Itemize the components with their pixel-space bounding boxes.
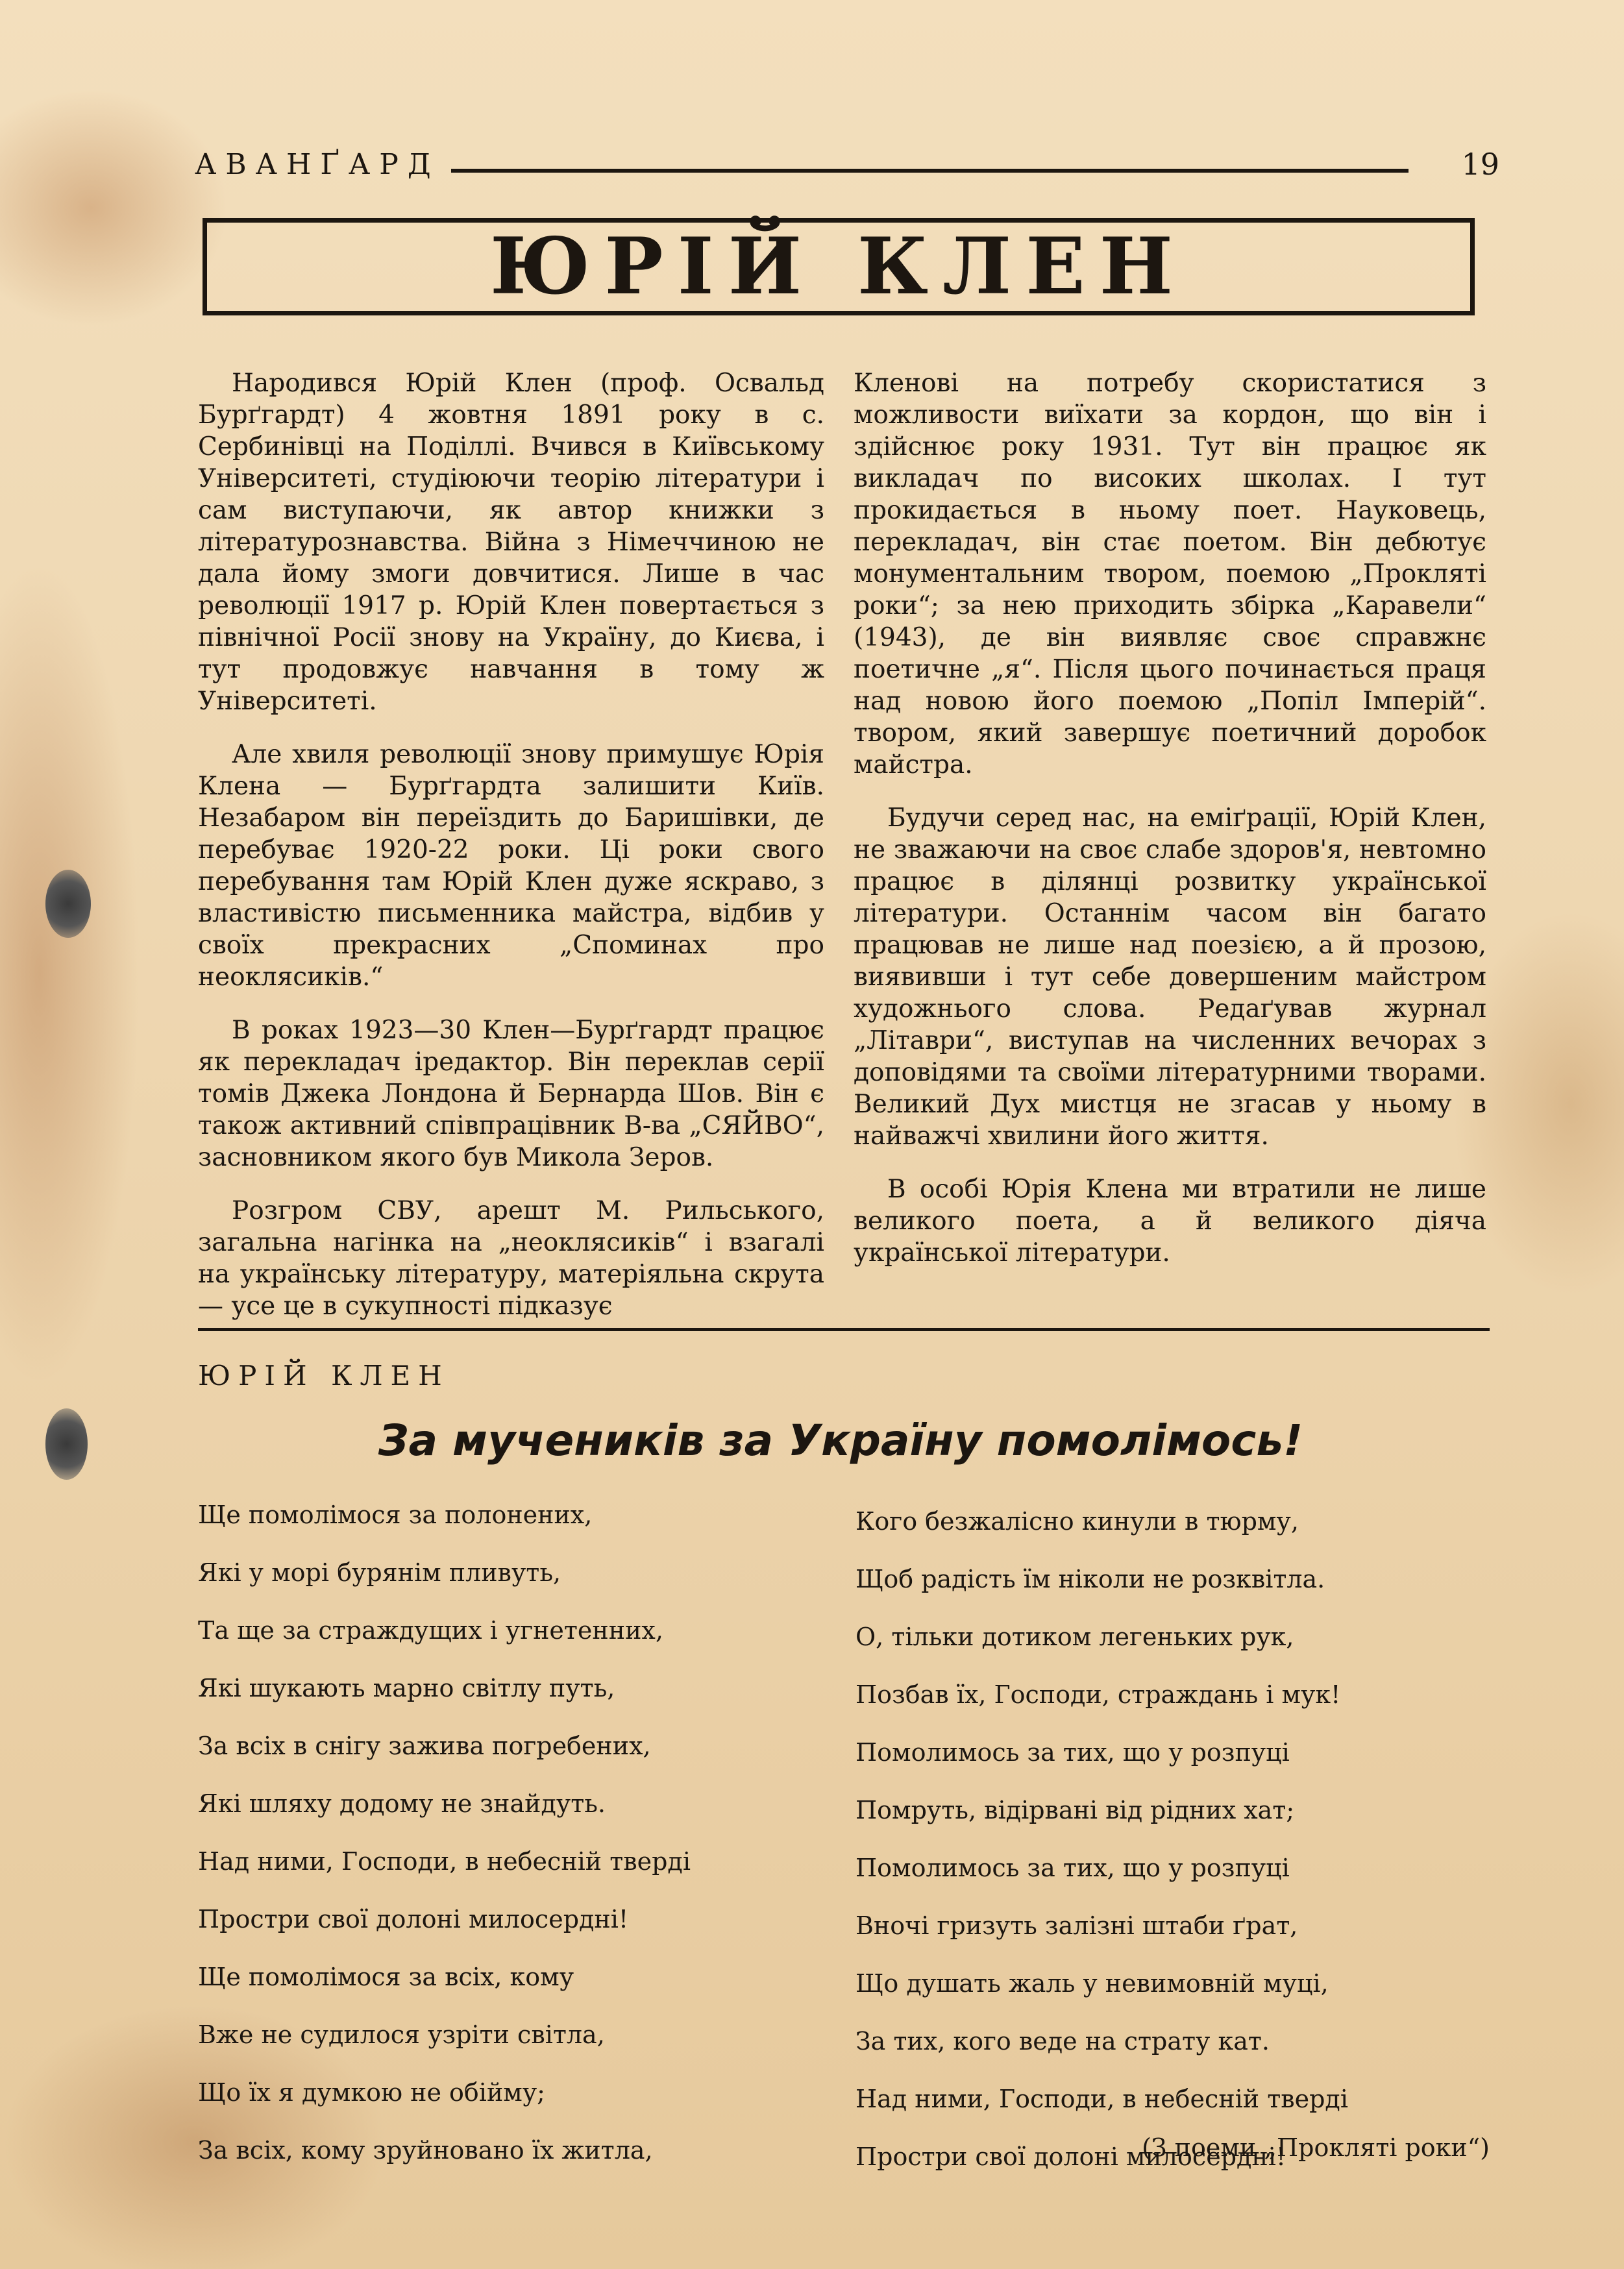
paragraph: Кленові на потребу скористатися з можливости виїхати за кордон, що він і здійснює року 1931. Тут він працює як викладач по високих школах. І тут прокидається в ньому поет. Науковець, перекладач, він стає поетом. Він дебютує монументальним твором, поемою „Прокляті роки“; за нею приходить збірка „Каравели“ (1943), де він виявляє своє справжнє поетичне „я“. Після цього починається праця над новою його поемою „Попіл Імперій“. твором, який завершує поетичний доробок майстра.	[854, 369, 1486, 779]
title-box	[203, 218, 1475, 315]
poem-line: О, тільки дотиком легеньких рук,	[855, 1623, 1294, 1651]
section-divider	[198, 1328, 1490, 1331]
paragraph: В роках 1923—30 Клен—Бурґгардт працює як перекладач іредактор. Він переклав серії томів Джека Лондона й Бернарда Шов. Він є також активний співпрацівник В-ва „СЯЙВО“, засновником якого був Микола Зеров.	[198, 1016, 824, 1172]
paragraph: В особі Юрія Клена ми втратили не лише великого поета, а й великого діяча української літератури.	[854, 1175, 1486, 1268]
poem-line: Щоб радість їм ніколи не розквітла.	[855, 1565, 1325, 1593]
poem-line: Над ними, Господи, в небесній тверді	[198, 1847, 691, 1876]
paragraph: Будучи серед нас, на еміґрації, Юрій Клен, не зважаючи на своє слабе здоров'я, невтомно працює в ділянці розвитку української літератури. Останнім часом він багато працював не лише над поезією, а й прозою, виявивши і тут себе довершеним майстром художнього слова. Редаґував журнал „Літаври“, виступав на численних вечорах з доповідями та своїми літературними творами. Великий Дух мистця не згасав у ньому в найважчі хвилини його життя.	[854, 803, 1486, 1151]
poem-line: Ще помолімося за всіх, кому	[198, 1963, 574, 1991]
poem-line: Що їх я думкою не обійму;	[198, 2078, 545, 2107]
page-header	[195, 143, 1499, 188]
poem-line: Які у морі бурянім пливуть,	[198, 1558, 561, 1587]
poem-line: Над ними, Господи, в небесній тверді	[855, 2085, 1348, 2113]
poem-line: Що душать жаль у невимовній муці,	[855, 1969, 1329, 1998]
ink-stain	[45, 1408, 88, 1480]
poem-line: Простри свої долоні милосердні!	[198, 1905, 629, 1933]
masthead: АВАНҐАРД	[195, 148, 440, 181]
poem-line: Помолимось за тих, що у розпуці	[855, 1854, 1290, 1882]
article-column-left	[198, 367, 824, 1343]
poem-line: Які шляху додому не знайдуть.	[198, 1789, 606, 1818]
poem-line: За всіх в снігу зажива погребених,	[198, 1732, 651, 1760]
poem-line: Та ще за страждущих і угнетенних,	[198, 1616, 663, 1645]
poem-line: За тих, кого веде на страту кат.	[855, 2027, 1270, 2055]
poem-author: ЮРІЙ КЛЕН	[198, 1360, 450, 1392]
poem-column-right	[855, 1506, 1492, 2199]
poem-line: Позбав їх, Господи, страждань і мук!	[855, 1680, 1341, 1709]
poem-source: (З поеми „Прокляті роки“)	[1142, 2133, 1490, 2162]
poem-line: Помруть, відірвані від рідних хат;	[855, 1796, 1295, 1824]
paragraph: Але хвиля революції знову примушує Юрія Клена — Бурґгардта залишити Київ. Незабаром він переїздить до Баришівки, де перебуває 1920-22 роки. Ці роки свого перебування там Юрій Клен дуже яскраво, з властивістю письменника майстра, відбив у своїх прекрасних „Споминах про неоклясиків.“	[198, 740, 824, 992]
poem-line: Вночі гризуть залізні штаби ґрат,	[855, 1911, 1298, 1940]
article-column-right	[854, 367, 1486, 1290]
poem-title: За мучеників за Україну помолімось!	[378, 1416, 1303, 1466]
article-title: ЮРІЙ КЛЕН	[489, 221, 1188, 312]
header-rule	[451, 169, 1409, 173]
poem-line: Кого безжалісно кинули в тюрму,	[855, 1507, 1299, 1536]
paragraph: Народився Юрій Клен (проф. Освальд Бурґгардт) 4 жовтня 1891 року в с. Сербинівці на Поділлі. Вчився в Київському Університеті, студіюючи теорію літератури і сам виступаючи, як автор книжки з літературознавства. Війна з Німеччиною не дала йому змоги довчитися. Лише в час революції 1917 р. Юрій Клен повертається з північної Росії знову на Україну, до Києва, і тут продовжує навчання в тому ж Університеті.	[198, 369, 824, 716]
poem-line: Які шукають марно світлу путь,	[198, 1674, 615, 1702]
page-number: 19	[1461, 147, 1499, 182]
poem-line: За всіх, кому зруйновано їх житла,	[198, 2136, 653, 2165]
ink-stain	[45, 870, 91, 938]
poem-line: Вже не судилося узріти світла,	[198, 2020, 605, 2049]
poem-column-left	[198, 1499, 847, 2192]
poem-line: Ще помолімося за полонених,	[198, 1501, 593, 1529]
paragraph: Розгром СВУ, арешт М. Рильського, загальна нагінка на „неоклясиків“ і взагалі на українську літературу, матеріяльна скрута — усе це в сукупності підказує	[198, 1196, 824, 1321]
poem-line: Помолимось за тих, що у розпуці	[855, 1738, 1290, 1767]
poem-line: Простри свої долоні милосердні!	[855, 2142, 1286, 2171]
